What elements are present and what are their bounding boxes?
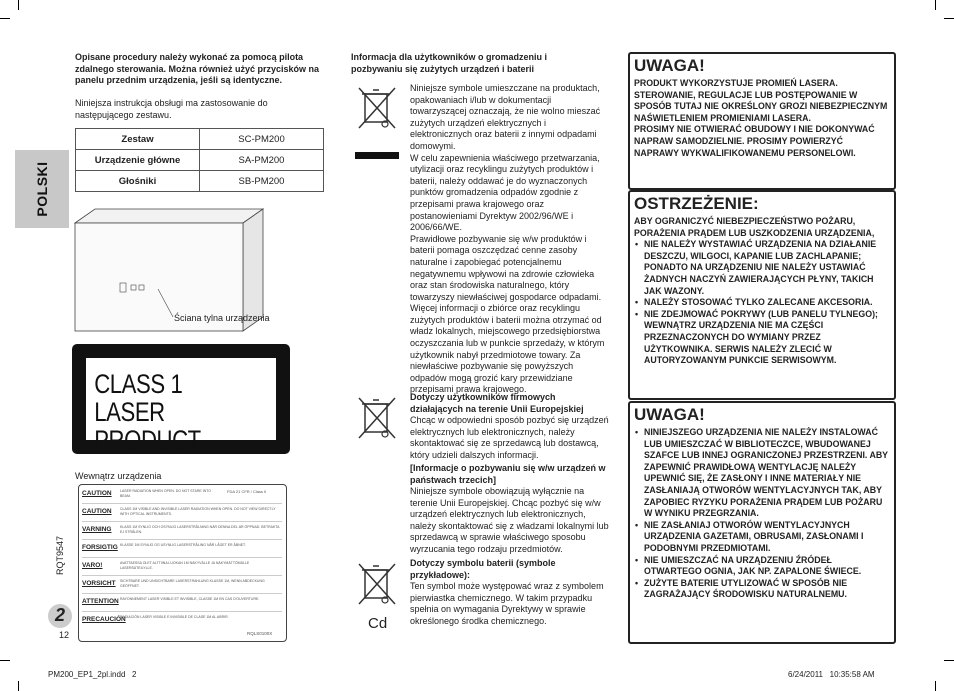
warning-intro: ABY OGRANICZYĆ NIEBEZPIECZEŃSTWO POŻARU, PORAŻENIA PRĄDEM LUB USZKODZENIA URZĄDZENIA, <box>634 216 875 238</box>
list-item: • NIE UMIESZCZAĆ NA URZĄDZENIU ŹRÓDEŁ OTWARTEGO OGNIA, JAK NP. ZAPALONE ŚWIECE. <box>634 555 890 578</box>
spec-value: SA-PM200 <box>200 150 324 171</box>
label-text: AVATTAESSA OLET ALTTIINA LUOKAN 1M NÄKYVÄLLE JA NÄKYMÄTTÖMÄLLE LASERSÄTEILYLLE. <box>120 561 250 570</box>
footer-file-info: PM200_EP1_2pl.indd 2 <box>48 670 137 679</box>
intro-bold-text: Opisane procedury należy wykonać za pomocą pilota zdalnego sterowania. Można również użyć przycisków na panelu przednim urządzenia, jeśli są identyczne. <box>75 52 320 85</box>
inside-caption: Wewnątrz urządzenia <box>75 471 162 481</box>
list-item: • NINIEJSZEGO URZĄDZENIA NIE NALEŻY INSTALOWAĆ LUB UMIESZCZAĆ W BIBLIOTECZCE, WBUDOWANEJ SZAFCE LUB INNEJ OGRANICZONEJ PRZESTRZENI. ABY ZAPEWNIĆ PRAWIDŁOWĄ WENTYLACJĘ NALEŻY UPEWNIĆ SIĘ, ŻE ZASŁONY I INNE MATERIAŁY NIE ZASŁANIAJĄ OTWORÓW WENTYLACYJNYCH TAK, ABY ZAPOBIEC RYZYKU PORAŻENIA PRĄDEM LUB POŻARU W WYNIKU PRZEGRZANIA. <box>634 427 890 520</box>
crop-mark <box>18 681 19 691</box>
label-text: SICHTBARE UND UNSICHTBARE LASERSTRAHLUNG KLASSE 1M, WENN ABDECKUNG GEÖFFNET. <box>120 579 265 588</box>
disposal-text: Niniejsze symbole umieszczane na produktach, opakowaniach i/lub w dokumentacji towarzyszącej oznaczają, że nie wolno mieszać zużytych urządzeń elektrycznych i elektronicznych oraz baterii z innymi odpadami domowymi. W celu zapewnienia właściwego przetwarzania, utylizacji oraz recyklingu zużytych produktów i baterii, należy oddawać je do wyznaczonych punktów gromadzenia odpadów zgodnie z przepisami prawa krajowego oraz postanowieniami Dyrektyw 2002/96/WE i 2006/66/WE. Prawidłowe pozbywanie się w/w produktów i baterii pomaga oszczędzać cenne zasoby naturalne i zapobiegać potencjalnemu negatywnemu wpływowi na zdrowie człowieka oraz stan środowiska naturalnego, który towarzyszy niewłaściwej gospodarce odpadami. Więcej informacji o zbiórce oraz recyklingu zużytych produktów i baterii można otrzymać od władz lokalnych, miejscowego przedsiębiorstwa oczyszczania lub w punkcie sprzedaży, w którym użytkownik nabył przedmiotowe towary. Za niewłaściwe pozbywanie się powyższych odpadów mogą grozić kary przewidziane przepisami prawa krajowego. <box>410 83 605 395</box>
doc-code: RQT9547 <box>55 535 65 575</box>
caution-text: PRODUKT WYKORZYSTUJE PROMIEŃ LASERA. STEROWANIE, REGULACJE LUB POSTĘPOWANIE W SPOSÓB TUTAJ NIE OKREŚLONY GROZI NIEBEZPIECZNYM NAŚWIETLENIEM PROMIENIAMI LASERA. PROSIMY NIE OTWIERAĆ OBUDOWY I NIE DOKONYWAĆ NAPRAW SAMODZIELNIE. PROSIMY POWIERZYĆ NAPRAWY WYKWALIFIKOWANEMU PERSONELOWI. <box>634 78 888 158</box>
list-item: • NALEŻY STOSOWAĆ TYLKO ZALECANE AKCESORIA. <box>634 297 890 309</box>
separator-bar <box>355 152 399 159</box>
crossed-bin-icon <box>355 560 399 608</box>
label-text: CLASS 1M VISIBLE AND INVISIBLE LASER RADIATION WHEN OPEN. DO NOT VIEW DIRECTLY WITH OPTICAL INSTRUMENTS. <box>120 507 276 516</box>
label-row <box>82 559 282 576</box>
crop-mark <box>944 660 954 661</box>
label-text: KLASS 1M SYNLIG OCH OSYNLIG LASERSTRÅLNING NÄR DENNA DEL ÄR ÖPPNAD. BETRAKTA EJ STRÅLEN. <box>120 525 280 534</box>
crop-mark <box>944 18 954 19</box>
specs-table <box>75 128 324 192</box>
language-label: POLSKI <box>34 161 50 217</box>
crop-mark <box>18 0 19 10</box>
label-heading: ATTENTION <box>82 598 119 605</box>
warning-title: OSTRZEŻENIE: <box>634 194 759 213</box>
label-row <box>82 523 282 540</box>
label-code-bottom: RQLS0100X <box>247 631 273 636</box>
table-row <box>76 150 324 171</box>
rear-wall-caption: Ściana tylna urządzenia <box>174 313 270 323</box>
warning-list <box>634 239 890 367</box>
warning-box <box>628 190 896 400</box>
label-heading: VARO! <box>82 562 103 569</box>
caution-title: UWAGA! <box>634 405 705 424</box>
list-item: • NIE NALEŻY WYSTAWIAĆ URZĄDZENIA NA DZIAŁANIE DESZCZU, WILGOCI, KAPANIE LUB ZACHLAPANIE; PONADTO NA URZĄDZENIU NIE NALEŻY USTAWIAĆ ŻADNYCH NACZYŃ ZAWIERAJĄCYCH PŁYNY, TAKICH JAK WAZONY. <box>634 239 890 297</box>
caution-box-laser <box>628 52 896 190</box>
label-text: RAYONNEMENT LASER VISIBLE ET INVISIBLE, CLASSE 1M EN CAS D'OUVERTURE. <box>120 597 260 601</box>
laser-label-line2: LASER PRODUCT <box>94 397 201 455</box>
intro-text: Niniejsza instrukcja obsługi ma zastosowanie do następującego zestawu. <box>75 98 268 120</box>
battery-heading: Dotyczy symbolu baterii (symbole przykładowe): <box>410 558 556 580</box>
page-number-badge <box>48 604 72 628</box>
crop-mark <box>935 681 936 691</box>
business-heading: Dotyczy użytkowników firmowych działających na terenie Unii Europejskiej <box>410 392 584 414</box>
laser-class-label <box>72 344 290 454</box>
label-text: KLASSE 1M SYNLIG OG USYNLIG LASERSTRÅLING NÅR LÅGET ER ÅBNET. <box>120 543 246 547</box>
outside-heading: [Informacje o pozbywaniu się w/w urządzeń w państwach trzecich] <box>410 463 606 485</box>
spec-label: Urządzenie główne <box>76 150 200 171</box>
label-text: LASER RADIATION WHEN OPEN. DO NOT STARE INTO BEAM. <box>120 489 211 498</box>
page-number: 12 <box>59 630 70 640</box>
internal-warning-label <box>78 484 287 642</box>
caution-title: UWAGA! <box>634 56 705 75</box>
caution-list <box>634 427 890 601</box>
laser-class-label-inner <box>86 358 276 455</box>
outside-text: Niniejsze symbole obowiązują wyłącznie na terenie Unii Europejskiej. Chcąc pozbyć się w/w urządzeń elektrycznych lub elektronicznych, należy skontaktować się z władzami lokalnymi lub sprzedawcą w sprawie właściwego sposobu wyrzucania tego rodzaju przedmiotów. <box>410 486 609 554</box>
spec-value: SC-PM200 <box>200 129 324 150</box>
list-item: • ZUŻYTE BATERIE UTYLIZOWAĆ W SPOSÓB NIE ZAGRAŻAJĄCY ŚRODOWISKU NATURALNEMU. <box>634 578 890 601</box>
page-number-big: 2 <box>55 605 66 625</box>
label-heading: VORSICHT <box>82 580 116 587</box>
label-heading: PRECAUCIÓN <box>82 616 126 623</box>
table-row <box>76 129 324 150</box>
crop-mark <box>0 18 10 19</box>
footer-timestamp: 6/24/2011 10:35:58 AM <box>788 670 875 679</box>
label-row <box>82 577 282 594</box>
table-row <box>76 171 324 192</box>
crossed-bin-icon <box>355 84 399 132</box>
label-row <box>82 541 282 558</box>
crop-mark <box>935 0 936 10</box>
battery-text: Ten symbol może występować wraz z symbolem pierwiastka chemicznego. W takim przypadku spełnia on wymagania Dyrektywy w sprawie określonego środka chemicznego. <box>410 581 604 626</box>
language-tab <box>15 150 69 228</box>
business-text: Chcąc w odpowiedni sposób pozbyć się urządzeń elektrycznych lub elektronicznych, należy skontaktować się ze sprzedawcą lub dostawcą, który udzieli dalszych informacji. <box>410 415 609 460</box>
label-row <box>82 595 282 612</box>
list-item: • NIE ZASŁANIAJ OTWORÓW WENTYLACYJNYCH URZĄDZENIA GAZETAMI, OBRUSAMI, ZASŁONAMI I PODOBNYMI PRZEDMIOTAMI. <box>634 520 890 555</box>
spec-label: Głośniki <box>76 171 200 192</box>
label-row <box>82 613 282 629</box>
spec-value: SB-PM200 <box>200 171 324 192</box>
caution-box-install <box>628 401 896 644</box>
label-heading: VARNING <box>82 526 112 533</box>
crop-mark <box>0 660 10 661</box>
label-code-left: FDA 21 CFR / Class II <box>227 489 267 494</box>
label-heading: CAUTION <box>82 490 112 497</box>
label-text: RADIACIÓN LASER VISIBLE E INVISIBLE DE CLASE 1M AL ABRIR. <box>120 615 229 619</box>
list-item: • NIE ZDEJMOWAĆ POKRYWY (LUB PANELU TYLNEGO); WEWNĄTRZ URZĄDZENIA NIE MA CZĘŚCI PRZEZNACZONYCH DO WYMIANY PRZEZ UŻYTKOWNIKA. SERWIS NALEŻY ZLECIĆ W AUTORYZOWANYM PUNKCIE SERWISOWYM. <box>634 309 890 367</box>
label-heading: FORSIGTIG <box>82 544 118 551</box>
disposal-heading: Informacja dla użytkowników o gromadzeniu i pozbywaniu się zużytych urządzeń i baterii <box>351 52 548 74</box>
label-row <box>82 505 282 522</box>
crossed-bin-icon <box>355 394 399 442</box>
label-heading: CAUTION <box>82 508 112 515</box>
spec-label: Zestaw <box>76 129 200 150</box>
laser-label-line1: CLASS 1 <box>94 369 183 399</box>
battery-symbol: Cd <box>368 615 388 632</box>
label-row <box>82 487 282 504</box>
